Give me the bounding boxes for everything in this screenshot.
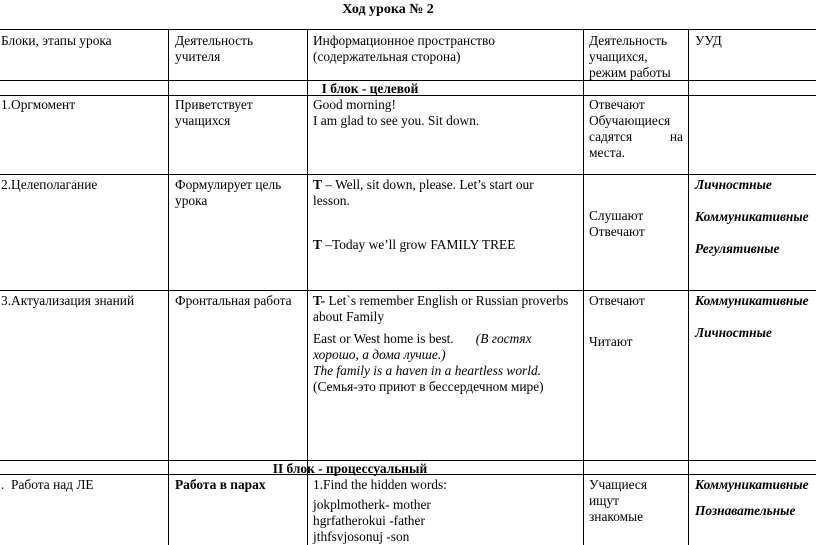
row3-info-line-4: хорошо, а дома лучше.): [313, 347, 446, 362]
row4-info-line-2: jokplmotherk- mother: [313, 497, 431, 512]
row4-students: [589, 477, 683, 525]
section-block-2: II блок - процессуальный: [272, 461, 428, 476]
row2-students-line-1: Слушают: [589, 208, 644, 223]
row4-uud: [695, 477, 815, 519]
row3-students-line-1: Отвечают: [589, 293, 645, 308]
row2-info-line-1: [313, 177, 581, 193]
header-students-line-1: Деятельность: [589, 33, 668, 48]
row4-info-line-3: hgrfatherokui -father: [313, 513, 425, 528]
section-block-1: I блок - целевой: [321, 81, 419, 96]
teacher-marker: T: [313, 177, 322, 192]
row2-students-line-2: Отвечают: [589, 224, 645, 239]
row4-stage: . Работа над ЛЕ: [1, 477, 94, 492]
row1-info-line-1: Good morning!: [313, 97, 396, 112]
row4-students-line-1: Учащиеся: [589, 477, 648, 492]
header-info-line-2: (содержательная сторона): [313, 49, 461, 64]
row1-teacher-line-2: учащихся: [175, 113, 231, 128]
row4-info-line-1: 1.Find the hidden words:: [313, 477, 447, 492]
row3-uud-communicative: Коммуникативные: [695, 293, 809, 308]
header-teacher-line-2: учителя: [175, 49, 221, 64]
row3-stage: 3.Актуализация знаний: [1, 293, 135, 308]
row3-info-line-2: about Family: [313, 309, 385, 324]
header-uud-line: УУД: [695, 33, 722, 48]
header-students-line-2: учащихся,: [589, 49, 648, 64]
row1-teacher: [175, 97, 305, 129]
row2-uud-communicative: Коммуникативные: [695, 209, 809, 224]
row1-students: [589, 97, 683, 161]
page-title: Ход урока № 2: [342, 2, 434, 17]
row2-uud-regulatory: Регулятивные: [695, 241, 780, 256]
row-divider-r2: [0, 174, 816, 175]
row4-students-line-3: знакомые: [589, 509, 644, 524]
row3-students-line-2: Читают: [589, 334, 633, 349]
header-students: [589, 33, 686, 81]
row3-info-line-6: (Семья-это приют в бессердечном мире): [313, 379, 544, 394]
row3-students: [589, 293, 683, 350]
row3-info-line-1: [313, 293, 581, 309]
row2-uud: [695, 177, 815, 257]
row3-info-text-1: Let`s remember English or Russian proverbs: [325, 293, 569, 308]
table-top-border: [0, 29, 816, 30]
header-uud: [695, 33, 813, 49]
row3-info: [313, 293, 581, 395]
row2-teacher-line-2: урока: [175, 193, 208, 208]
row3-info-line-5: The family is a haven in a heartless world.: [313, 363, 542, 378]
proverb-russian-start: (В гостях: [475, 331, 532, 346]
row1-students-line-3: [589, 129, 683, 145]
column-divider-4: [688, 29, 689, 545]
row1-teacher-line-1: Приветствует: [175, 97, 253, 112]
row1-students-line-4: места.: [589, 145, 626, 160]
column-divider-3: [583, 29, 584, 545]
row3-uud-personal: Личностные: [695, 325, 772, 340]
row4-uud-cognitive: Познавательные: [695, 503, 796, 518]
row2-info-line-2: lesson.: [313, 193, 350, 208]
row1-info-line-2: I am glad to see you. Sit down.: [313, 113, 480, 128]
proverb-english: East or West home is best.: [313, 331, 454, 346]
row2-info-line-3: [313, 237, 581, 253]
header-students-line-3: режим работы: [589, 65, 671, 80]
row2-teacher: [175, 177, 305, 209]
row1-students-word-1: садятся: [589, 129, 633, 144]
row1-students-line-2: Обучающиеся: [589, 113, 671, 128]
row4-info-line-4: jthfsvjosonuj -son: [313, 529, 410, 544]
row2-info: [313, 177, 581, 253]
row3-teacher: Фронтальная работа: [175, 293, 292, 308]
header-teacher-line-1: Деятельность: [175, 33, 254, 48]
header-info: [313, 33, 581, 65]
teacher-marker: T-: [313, 293, 326, 308]
teacher-marker: T: [313, 237, 322, 252]
row1-info: [313, 97, 581, 129]
row2-info-text-1: – Well, sit down, please. Let’s start our: [321, 177, 534, 192]
header-stage: [1, 33, 166, 49]
row4-uud-communicative: Коммуникативные: [695, 477, 809, 492]
row1-students-word-2: на: [669, 129, 683, 144]
header-stage-line: Блоки, этапы урока: [1, 33, 112, 48]
row2-uud-personal: Личностные: [695, 177, 772, 192]
row4-students-line-2: ищут: [589, 493, 620, 508]
header-info-line-1: Информационное пространство: [313, 33, 495, 48]
header-teacher: [175, 33, 305, 65]
row2-students: [589, 208, 683, 240]
row1-stage: 1.Оргмомент: [1, 97, 76, 112]
row4-info: [313, 477, 581, 545]
row1-students-line-1: Отвечают: [589, 97, 645, 112]
row2-info-text-3: –Today we’ll grow FAMILY TREE: [321, 237, 516, 252]
row3-info-line-3: [313, 331, 581, 347]
row-divider-r3: [0, 290, 816, 291]
row2-stage: 2.Целеполагание: [1, 177, 98, 192]
row2-teacher-line-1: Формулирует цель: [175, 177, 282, 192]
row3-uud: [695, 293, 815, 341]
row4-teacher: Работа в парах: [175, 477, 266, 492]
